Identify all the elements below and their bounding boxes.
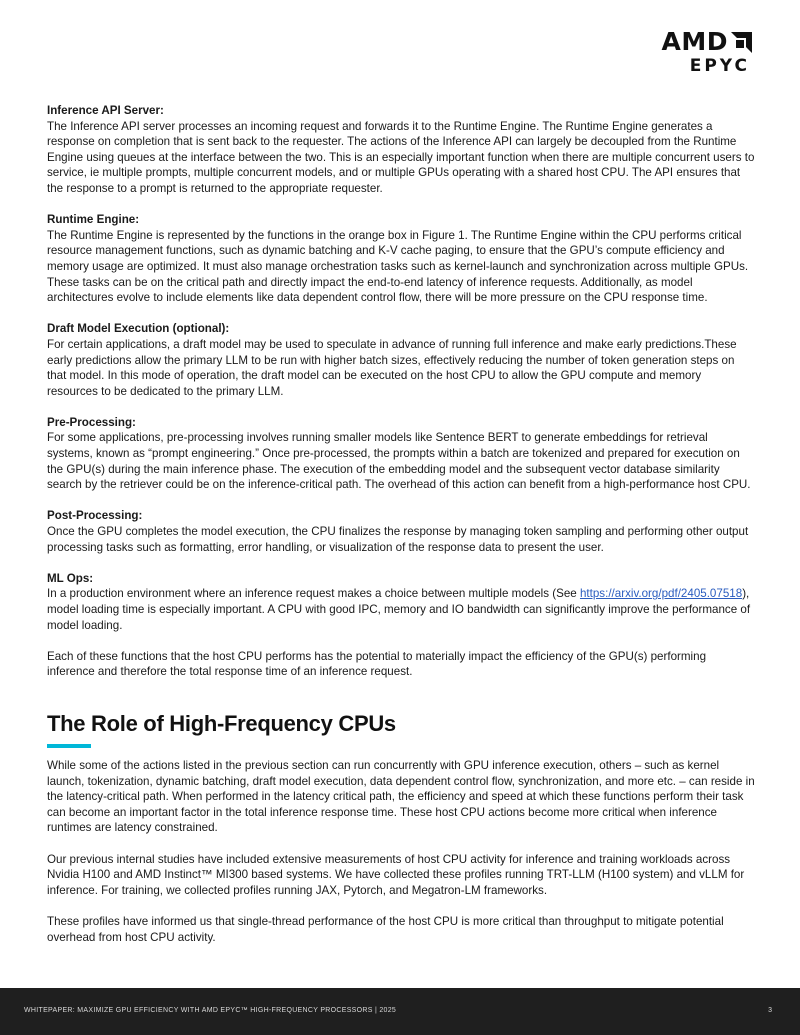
section-draft-model-execution — [47, 321, 755, 399]
section-ml-ops — [47, 571, 755, 633]
title-accent-bar — [47, 744, 91, 748]
section-body: For some applications, pre-processing involves running smaller models like Sentence BERT to generate embeddings for retrieval systems, known as “prompt engineering.” Once pre-processed, the prompts within a batch are tokenized and prepared for execution on the GPU(s) during the main inference phase. The execution of the embedding model and the subsequent vector database similarity search by the retriever could be on the inference-critical path. The overhead of this action can benefit from a high-performance host CPU. — [47, 431, 751, 492]
section-body: For certain applications, a draft model may be used to speculate in advance of running full inference and make early predictions.These early predictions allow the primary LLM to be run with higher batch sizes, effectively reducing the number of token generation steps on that model. In this mode of operation, the draft model can be executed on the host CPU to allow the GPU compute and memory resources to be dedicated to the primary LLM. — [47, 337, 737, 398]
amd-wordmark — [656, 27, 752, 56]
epyc-wordmark: EPYC — [689, 56, 750, 76]
section-heading: Inference API Server: — [47, 104, 164, 117]
amd-arrow-icon — [731, 32, 752, 53]
section-runtime-engine — [47, 212, 755, 306]
section-body: The Runtime Engine is represented by the functions in the orange box in Figure 1. The Runtime Engine within the CPU performs critical resource management functions, such as dynamic batching and K-V cache paging, to ensure that the GPU’s compute efficiency and memory usage are optimized. It must also manage orchestration tasks such as kernel-launch and synchronization across multiple GPUs. These tasks can be on the critical path and directly impact the end-to-end latency of inference requests. Additionally, as model architectures evolve to include elements like data dependent control flow, there will be more pressure on the CPU response time. — [47, 228, 749, 305]
section-heading: Draft Model Execution (optional): — [47, 322, 230, 336]
page-number: 3 — [768, 1007, 772, 1014]
amd-epyc-logo — [656, 27, 752, 76]
section-body: Once the GPU completes the model execution, the CPU finalizes the response by managing token sampling and performing other output processing tasks such as formatting, error handling, or visualization of the response data to present the user. — [47, 525, 749, 554]
document-body — [47, 103, 755, 961]
section-post-processing — [47, 508, 755, 555]
section-heading: ML Ops: — [47, 571, 94, 585]
footer-text: WHITEPAPER: MAXIMIZE GPU EFFICIENCY WITH AMD EPYC™ HIGH-FREQUENCY PROCESSORS | 2025 — [24, 1007, 397, 1014]
section-body — [47, 586, 755, 633]
mlops-body-before: In a production environment where an inference request makes a choice between multiple models (See — [47, 587, 580, 601]
section-inference-api-server — [47, 103, 755, 197]
role-paragraph: Our previous internal studies have included extensive measurements of host CPU activity for inference and training workloads across Nvidia H100 and AMD Instinct™ MI300 based systems. We have collected these profiles running TRT-LLM (H100 system) and vLLM for inference. For training, we collected profiles running JAX, Pytorch, and Megatron-LM frameworks. — [47, 852, 745, 897]
role-section-title: The Role of High-Frequency CPUs — [47, 710, 396, 736]
section-pre-processing — [47, 415, 755, 493]
role-paragraph: These profiles have informed us that single-thread performance of the host CPU is more critical than throughput to mitigate potential overhead from host CPU activity. — [47, 914, 724, 944]
section-heading: Post-Processing: — [47, 509, 143, 523]
mlops-body-after: ), model loading time is especially important. A CPU with good IPC, memory and IO bandwidth can significantly improve the performance of model loading. — [47, 587, 751, 632]
summary-paragraph: Each of these functions that the host CPU performs has the potential to materially impact the efficiency of the GPU(s) performing inference and therefore the total response time of an inference request. — [47, 649, 707, 679]
arxiv-link[interactable]: https://arxiv.org/pdf/2405.07518 — [579, 587, 743, 601]
section-body: The Inference API server processes an incoming request and forwards it to the Runtime Engine. The Runtime Engine generates a response on completion that is sent back to the requester. The actions of the Inference API can largely be decoupled from the Runtime Engine using queues at the interface between the two. This is an especially important function when there are multiple concurrent users to service, ie multiple prompts, multiple concurrent models, and or multiple GPUs operating with a shared host CPU. The API ensures that the response to a prompt is returned to the appropriate requester. — [47, 119, 755, 195]
section-heading: Pre-Processing: — [47, 415, 136, 429]
page-footer — [0, 988, 800, 1035]
section-heading: Runtime Engine: — [47, 213, 140, 227]
role-paragraph: While some of the actions listed in the previous section can run concurrently with GPU inference execution, others – such as kernel launch, tokenization, dynamic batching, draft model execution, data dependent control flow, synchronization, and more etc. – can reside in the latency-critical path. When performed in the latency critical path, the efficiency and speed at which these functions perform their task can become an important factor in the total inference response time. These host CPU actions become more critical when inference runtimes are latency constrained. — [47, 758, 755, 835]
amd-brand-text: AMD — [661, 27, 728, 56]
